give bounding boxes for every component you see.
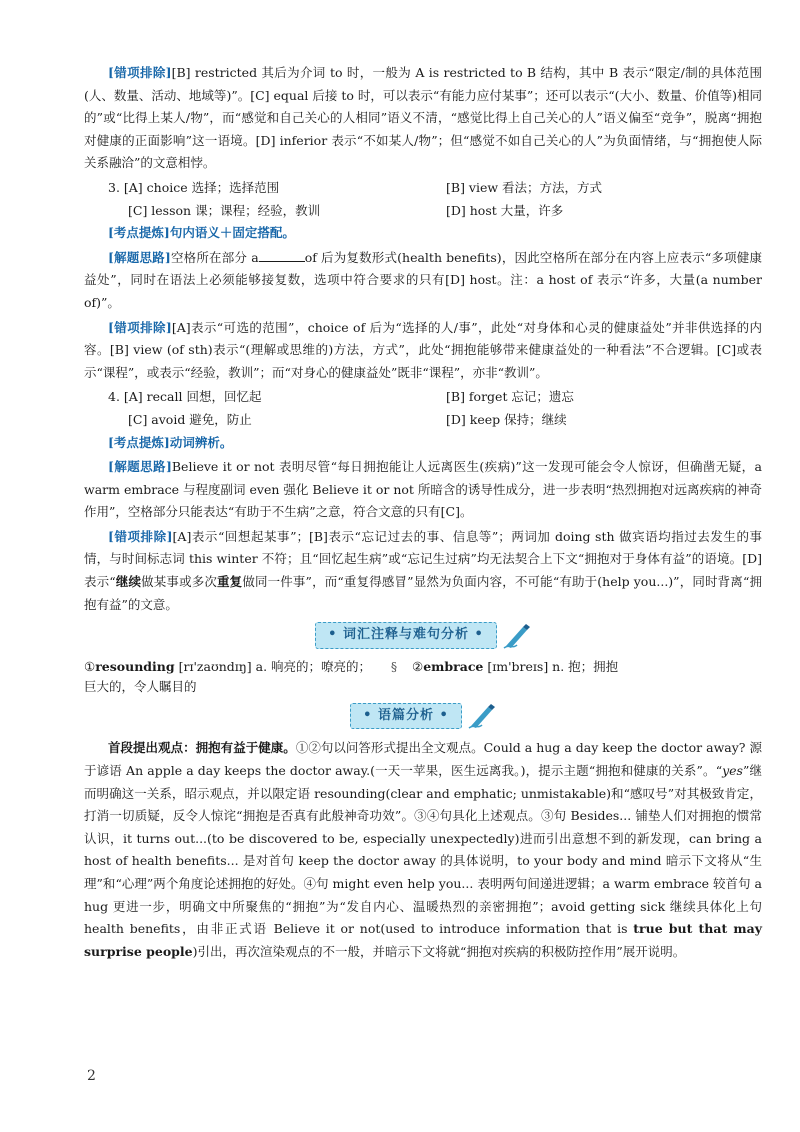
elimination-label: [错项排除] [108,65,172,80]
elimination-text-2: 做某事或多次 [141,574,218,590]
vocab-section-title: • 词汇注释与难句分析 • [315,622,497,649]
pen-icon [468,703,496,729]
q2-elimination-paragraph [84,62,762,175]
paragraph-body-3: )引出，再次渲染观点的不一般，并暗示下文将就“拥抱对疾病的积极防控作用”展开说明。 [192,943,686,959]
q4-option-a: 4. [A] recall 回想，回忆起 [108,389,262,405]
text-analysis-section-header [84,703,762,730]
vocab-definition: [rɪ'zaʊndɪŋ] a. 响亮的；嘹亮的；巨大的，令人瞩目的 [84,658,372,694]
point-label: [考点提炼] [108,434,170,450]
elimination-text-1: [A]表示“回想起某事”；[B]表示“忘记过去的事、信息等”；两词加 doing sth 做宾语均指过去发生的事情，与时间标志词 this winter 不符；且“回忆起生病”或“忘记生过病”均无法契合上下文“拥抱对于身体有益”的语境。[D]表示“ [84,528,762,590]
page-content [84,62,762,965]
paragraph-lead: 首段提出观点：拥抱有益于健康。 [108,740,296,756]
elimination-label: [错项排除] [108,528,173,544]
q3-options-row-1 [84,177,762,200]
vocab-item-embrace [412,657,762,697]
q3-option-c: [C] lesson 课；课程；经验，教训 [128,202,321,218]
q4-option-b: [B] forget 忘记；遗忘 [446,389,574,405]
vocab-item-resounding [84,657,376,697]
q3-option-b: [B] view 看法；方法，方式 [446,179,603,195]
point-text: 句内语义＋固定搭配。 [169,225,295,241]
q3-options-row-2 [84,200,762,223]
q3-point [84,222,762,245]
q3-elimination [84,317,762,385]
elimination-bold-1: 继续 [115,574,142,590]
paragraph-bold: true but that may surprise people [84,921,762,959]
q3-option-a: 3. [A] choice 选择；选择范围 [108,179,280,195]
elimination-label: [错项排除] [108,319,172,335]
vocab-word: resounding [95,658,175,674]
paragraph-yes: yes [722,763,743,779]
pen-icon [503,623,531,649]
vocab-number: ① [84,658,96,674]
analysis-text-post: of 后为复数形式(health benefits)，因此空格所在部分在内容上应表示“多项健康益处”，同时在语法上必须能够接复数，选项中符合要求的只有[D] host。注：a host of 表示“许多，大量(a number of)”。 [84,249,762,310]
analysis-label: [解题思路] [108,249,171,265]
text-analysis-paragraph [84,737,762,963]
paragraph-body-1: ①②句以问答形式提出全文观点。Could a hug a day keep the doctor away? 源于谚语 An apple a day keeps the doctor away.(一天一苹果，医生远离我。)，提示主题“拥抱和健康的关系”。“ [84,740,762,779]
vocab-separator: § [390,658,398,674]
q3-analysis [84,247,762,315]
analysis-text: Believe it or not 表明尽管“每日拥抱能让人远离医生(疾病)”这一发现可能会令人惊讶，但确凿无疑，a warm embrace 与程度副词 even 强化 Believe it or not 所暗含的诱导性成分，进一步表明“热烈拥抱对远离疾病的神奇作用”，空格部分只能表达“有助于不生病”之意，符合文意的只有[C]。 [84,459,762,520]
q4-options-row-2 [84,409,762,432]
point-text: 动词辨析。 [169,434,233,450]
vocab-number: ② [412,658,424,674]
elimination-text-3: 做同一件事”，而“重复得感冒”显然为负面内容，不可能“有助于(help you...)”，同时背离“拥抱有益”的文意。 [84,574,762,612]
paragraph-body-2: ”继而明确这一关系，昭示观点，并以限定语 resounding(clear and emphatic; unmistakable)和“感叹号”对其极致肯定，打消一切质疑，反令人惊诧“拥抱是否真有此般神奇功效”。③④句具化上述观点。③句 Besides... 铺垫人们对拥抱的惯常认识，it turns out...(to be discovered to be, especially unexpectedly)进而引出意想不到的新发现，can bring a host of health benefits... 是对首句 keep the doctor away 的具体说明，to your body and mind 暗示下文将从“生理”和“心理”两个角度论述拥抱的好处。④句 might even help you... 表明两句间递进逻辑；a warm embrace 较首句 a hug 更进一步，明确文中所聚焦的“拥抱”为“发自内心、温暖热烈的亲密拥抱”；avoid getting sick 继续具体化上句 health benefits，由非正式语 Believe it or not(used to introduce information that is [84,763,763,937]
point-label: [考点提炼] [108,225,170,241]
analysis-text-pre: 空格所在部分 a [170,249,259,265]
elimination-bold-2: 重复 [217,574,243,590]
vocab-section-header [84,622,762,649]
page-number: 2 [87,1068,96,1084]
blank-line [259,249,305,262]
analysis-label: [解题思路] [108,459,172,475]
vocab-word: embrace [423,658,484,674]
q4-options-row-1 [84,386,762,409]
q4-option-c: [C] avoid 避免，防止 [128,411,252,427]
q3-option-d: [D] host 大量，许多 [446,202,564,218]
vocab-list [84,657,762,697]
q4-elimination [84,526,762,616]
q4-analysis [84,456,762,524]
elimination-text: [B] restricted 其后为介词 to 时，一般为 A is restricted to B 结构，其中 B 表示“限定/制的具体范围(人、数量、活动、地域等)”。[C] equal 后接 to 时，可以表示“有能力应付某事”；还可以表示“(大小、数量、价值等)相同的”或“比得上某人/物”，而“感觉和自己关心的人相同”语义不清，“感觉比得上自己关心的人”语义偏至“竞争”，脱离“拥抱对健康的正面影响”这一语境。[D] inferior 表示“不如某人/物”；但“感觉不如自己关心的人”为负面情绪，与“拥抱使人际关系融洽”的文意相悖。 [84,65,762,171]
q4-point [84,432,762,455]
text-analysis-section-title: • 语篇分析 • [350,703,462,730]
elimination-text: [A]表示“可选的范围”，choice of 后为“选择的人/事”，此处“对身体和心灵的健康益处”并非供选择的内容。[B] view (of sth)表示“(理解或思维的)方法，方式”，此处“拥抱能够带来健康益处的一种看法”不合逻辑。[C]或表示“课程”，或表示“经验，教训”；而“对身心的健康益处”既非“课程”，亦非“教训”。 [84,319,762,380]
q4-option-d: [D] keep 保持；继续 [446,411,567,427]
vocab-definition: [ɪm'breɪs] n. 抱；拥抱 [483,658,619,674]
